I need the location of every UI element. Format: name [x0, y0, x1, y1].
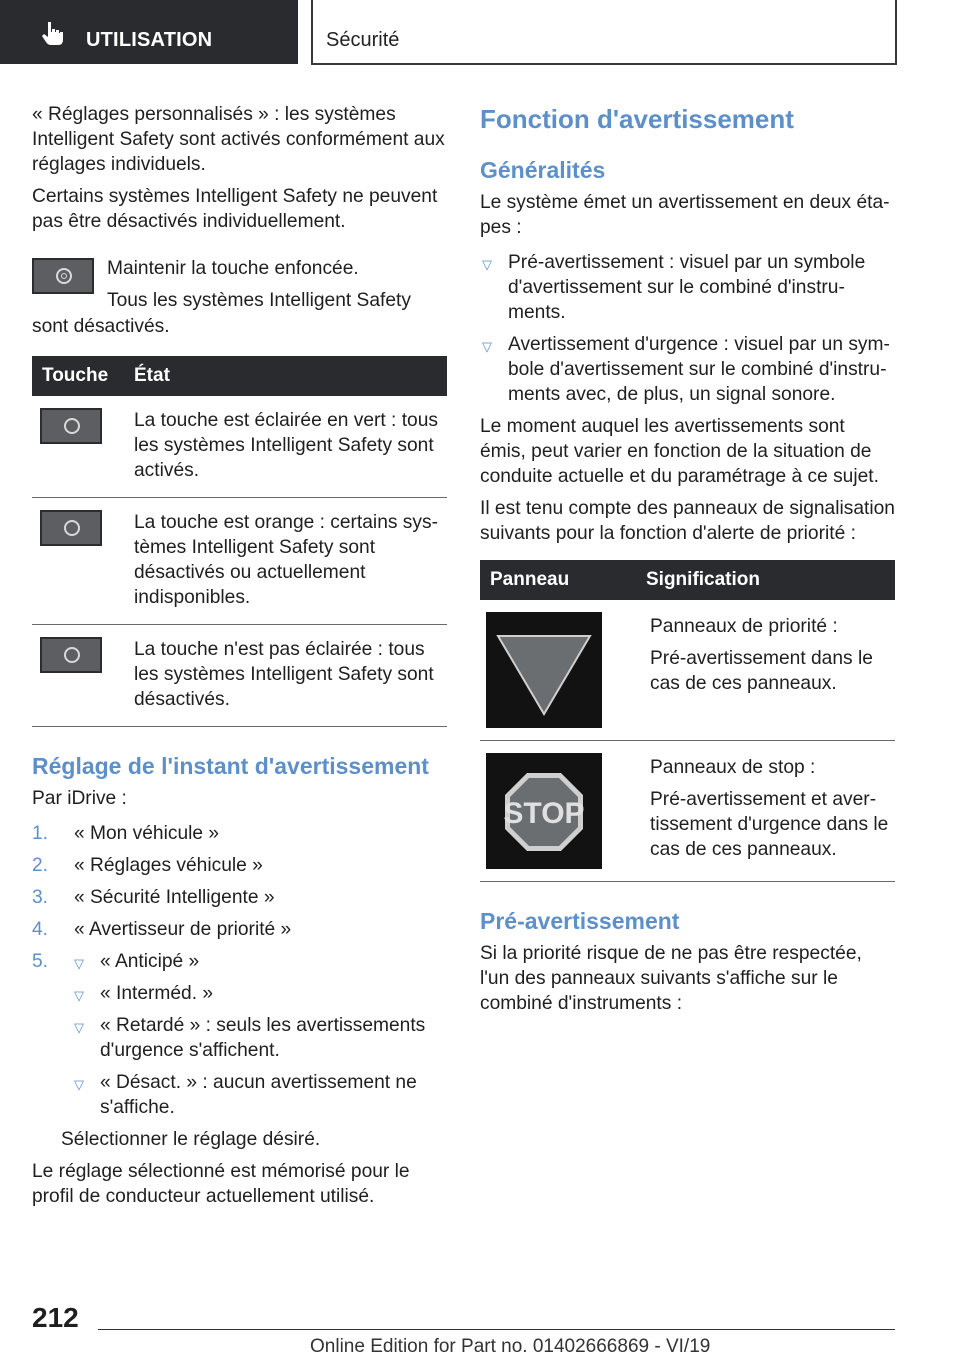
warning-stages-list	[480, 250, 895, 407]
select-instruction: Sélectionner le réglage désiré.	[61, 1129, 321, 1150]
key-result-text-1: Tous les systèmes Intelligent Safety	[107, 290, 411, 311]
chapter-tab	[311, 0, 897, 65]
key-state-table	[32, 356, 447, 727]
chapter-label: Sécurité	[326, 29, 400, 51]
list-item: 4. « Avertisseur de priorité »	[32, 919, 292, 940]
right-column	[480, 96, 895, 1016]
safety-key-instruction	[32, 256, 447, 336]
section-tab	[0, 0, 298, 64]
safety-key-icon	[40, 408, 102, 444]
list-item: 3. « Sécurité Intelligente »	[32, 887, 275, 908]
triangle-bullet-icon: ▽	[482, 257, 492, 272]
saved-note: Le réglage sélectionné est mémorisé pour le profil de conducteur actuellement utilisé.	[32, 1161, 410, 1207]
safety-key-icon	[40, 637, 102, 673]
sign-meaning-text: Pré-avertissement et avertissement d'urgence dans le cas de ces panneaux.	[650, 789, 889, 860]
page-number: 212	[32, 1302, 79, 1333]
section-title-warning-time: Réglage de l'instant d'avertissement	[32, 753, 429, 779]
signs-table	[480, 560, 895, 882]
column-header-meaning: Signification	[646, 560, 895, 600]
intro-paragraph-1: « Réglages personnalisés » : les systèmes Intelligent Safety sont activés conformément aux réglages individuels.	[32, 104, 445, 175]
steps-list	[32, 821, 447, 1120]
subtitle-general: Généralités	[480, 157, 606, 183]
column-header-state: État	[134, 356, 447, 396]
column-header-key: Touche	[32, 356, 134, 396]
list-item: ▽ Avertissement d'urgence : visuel par un symbole d'avertissement sur le combiné d'instruments avec, de plus, un signal sonore.	[482, 334, 890, 405]
list-item: ▽ Pré-avertissement : visuel par un symbole d'avertissement sur le combiné d'instruments.	[482, 252, 866, 323]
moment-text: Le moment auquel les avertissements sont émis, peut varier en fonction de la situation de conduite actuelle et du paramétrage à ce sujet.	[480, 416, 879, 487]
page-title: Fonction d'avertissement	[480, 104, 794, 134]
sign-meaning-title: Panneaux de priorité :	[650, 616, 838, 637]
general-text: Le système émet un avertissement en deux étapes :	[480, 192, 890, 238]
stop-sign-icon	[486, 753, 602, 869]
via-idrive-text: Par iDrive :	[32, 788, 127, 809]
triangle-bullet-icon: ▽	[482, 339, 492, 354]
column-header-sign: Panneau	[480, 560, 646, 600]
key-result-text-2: sont désactivés.	[32, 316, 170, 337]
safety-key-icon	[40, 510, 102, 546]
table-row	[480, 741, 895, 882]
sign-meaning-text: Pré-avertissement dans le cas de ces panneaux.	[650, 648, 873, 694]
sign-meaning-title: Panneaux de stop :	[650, 757, 816, 778]
triangle-bullet-icon: ▽	[74, 988, 84, 1003]
edition-text: Online Edition for Part no. 01402666869 - VI/19	[310, 1336, 711, 1357]
left-column	[32, 96, 447, 1209]
signs-text: Il est tenu compte des panneaux de signalisation suivants pour la fonction d'alerte de priorité :	[480, 498, 895, 544]
table-header	[32, 356, 447, 396]
subtitle-pre-warning: Pré-avertissement	[480, 908, 680, 934]
intro-paragraph-2: Certains systèmes Intelligent Safety ne peuvent pas être désactivés individuellement.	[32, 186, 438, 232]
footer-divider	[98, 1329, 895, 1330]
sub-option-item: ▽ « Désact. » : aucun avertissement ne s'affiche.	[74, 1072, 417, 1118]
safety-key-button-image	[32, 258, 94, 294]
table-header	[480, 560, 895, 600]
table-row	[32, 625, 447, 727]
state-description: La touche est éclairée en vert : tous les systèmes Intelligent Safety sont activés.	[134, 396, 447, 498]
triangle-bullet-icon: ▽	[74, 956, 84, 971]
svg-text:STOP: STOP	[503, 797, 585, 830]
sub-option-item: ▽ « Interméd. »	[32, 981, 447, 1006]
page-header	[0, 0, 960, 66]
table-row	[480, 600, 895, 741]
pre-warning-text: Si la priorité risque de ne pas être respectée, l'un des panneaux suivants s'affiche sur le combiné d'instruments :	[480, 943, 862, 1014]
key-instruction-text: Maintenir la touche enfoncée.	[107, 258, 359, 279]
triangle-bullet-icon: ▽	[74, 1077, 84, 1092]
section-label: UTILISATION	[86, 29, 213, 51]
list-item: 2. « Réglages véhicule »	[32, 855, 263, 876]
list-item: 1. « Mon véhicule »	[32, 823, 220, 844]
yield-sign-icon	[486, 612, 602, 728]
table-row	[32, 396, 447, 498]
hand-pointer-icon	[40, 20, 66, 46]
triangle-bullet-icon: ▽	[74, 1020, 84, 1035]
state-description: La touche n'est pas éclairée : tous les systèmes Intelligent Safety sont désactivés.	[134, 625, 447, 727]
list-item: 5. ▽ « Anticipé »	[32, 949, 447, 974]
table-row	[32, 498, 447, 625]
state-description: La touche est orange : certains systèmes Intelligent Safety sont désactivés ou actuellement indisponibles.	[134, 498, 447, 625]
sub-option-item: ▽ « Retardé » : seuls les avertissements d'urgence s'affichent.	[74, 1015, 426, 1061]
